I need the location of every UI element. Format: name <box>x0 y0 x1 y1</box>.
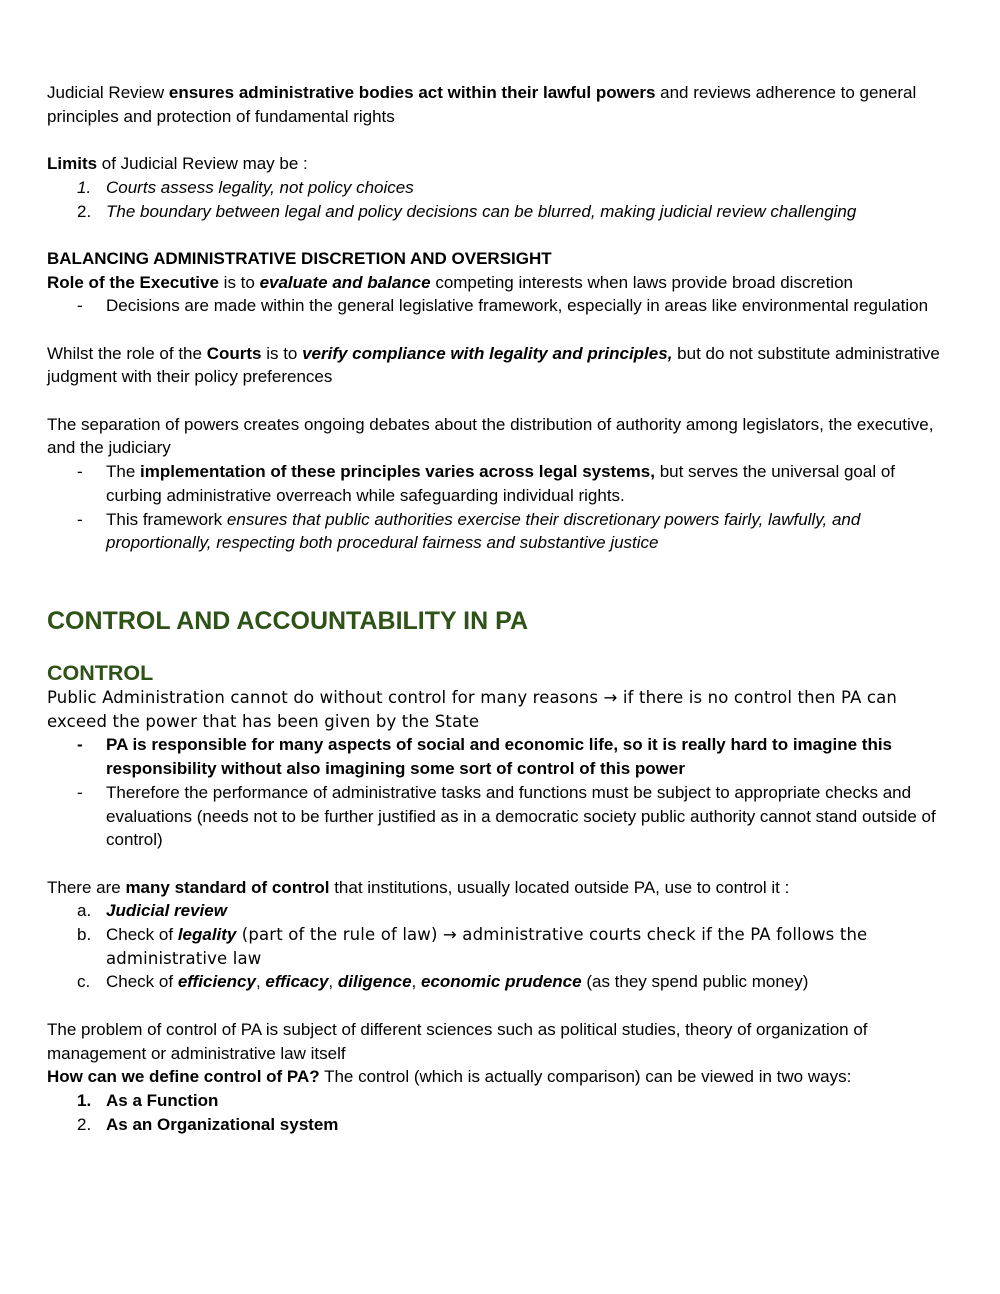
list-marker: b. <box>77 925 92 945</box>
text-run: but do not substitute administrative judgment with their policy preferences <box>47 343 940 387</box>
text-run: that institutions, usually located outside PA, use to control it : <box>329 877 790 897</box>
text-run: , <box>411 972 421 992</box>
list-item-text: As a Function <box>106 1090 219 1110</box>
bold-text: many standard of control <box>125 877 330 897</box>
bold-italic-text: verify compliance with legality and principles, <box>302 343 673 363</box>
list-marker: 1. <box>77 1090 92 1110</box>
list-item-text: Courts assess legality, not policy choices <box>106 177 414 197</box>
text-run: Whilst the role of the <box>47 343 207 363</box>
list-item <box>47 733 947 780</box>
list-marker: - <box>77 782 83 802</box>
bold-text: implementation of these principles varies across legal systems, <box>140 462 655 482</box>
list-item <box>47 508 947 555</box>
text-run: Check of <box>106 925 178 945</box>
list-item <box>47 1089 947 1113</box>
list-marker: 2. <box>77 201 92 221</box>
list-item <box>47 781 947 852</box>
text-run: is to <box>218 272 260 292</box>
text-run: , <box>328 972 338 992</box>
executive-list <box>47 294 947 318</box>
list-item-text: Therefore the performance of administrative tasks and functions must be subject to appropriate checks and evaluations (needs not to be further justified as in a democratic society public authority cannot stand outside of control) <box>106 782 936 850</box>
subsection-heading: CONTROL <box>47 661 154 685</box>
control-reasons-list <box>47 733 947 852</box>
text-run: but serves the universal goal of curbing administrative overreach while safeguarding individual rights. <box>106 462 895 505</box>
bold-italic-text: economic prudence <box>421 972 582 992</box>
define-paragraph <box>47 1065 947 1089</box>
text-run: and reviews adherence to general principles and protection of fundamental rights <box>47 83 917 126</box>
list-marker: c. <box>77 972 91 992</box>
text-run: (as they spend public money) <box>581 972 809 992</box>
text-run: (part of the rule of law) → administrative courts check if the PA follows the administrative law <box>106 925 868 968</box>
list-item <box>47 1113 947 1137</box>
list-marker: 2. <box>77 1114 92 1134</box>
standards-paragraph <box>47 876 947 900</box>
control-intro-paragraph: Public Administration cannot do without control for many reasons → if there is no control then PA can exceed the power that has been given by the State <box>47 688 898 731</box>
text-run: competing interests when laws provide broad discretion <box>430 272 853 292</box>
text-run: There are <box>47 877 126 897</box>
list-marker: - <box>77 735 83 755</box>
text-run: , <box>255 972 266 992</box>
bold-italic-text: efficiency <box>177 972 256 992</box>
section-heading: CONTROL AND ACCOUNTABILITY IN PA <box>47 607 529 635</box>
standards-list <box>47 899 947 994</box>
list-item <box>47 970 947 994</box>
bold-text: Role of the Executive <box>47 272 219 292</box>
judicial-review-paragraph <box>47 81 947 128</box>
list-item-text: As an Organizational system <box>106 1114 339 1134</box>
bold-italic-text: evaluate and balance <box>259 272 431 292</box>
limits-list <box>47 176 947 223</box>
text-run: The <box>106 462 141 482</box>
document-page <box>47 81 947 1136</box>
text-run: This framework <box>106 509 227 529</box>
list-item <box>47 200 947 224</box>
list-item <box>47 176 947 200</box>
list-marker: - <box>77 462 83 482</box>
list-marker: - <box>77 296 83 316</box>
list-marker: a. <box>77 901 92 921</box>
list-item <box>47 294 947 318</box>
list-item-text: Decisions are made within the general legislative framework, especially in areas like environmental regulation <box>106 296 929 316</box>
text-run: Check of <box>106 972 178 992</box>
executive-paragraph <box>47 271 947 295</box>
bold-text: ensures administrative bodies act within their lawful powers <box>168 83 656 102</box>
limits-paragraph <box>47 152 947 176</box>
list-item-text: Judicial review <box>106 901 227 921</box>
bold-italic-text: diligence <box>337 972 412 992</box>
bold-text: How can we define control of PA? <box>47 1067 320 1087</box>
problem-paragraph: The problem of control of PA is subject of different sciences such as political studies, theory of organization of management or administrative law itself <box>47 1019 868 1063</box>
bold-text: Limits <box>47 154 98 174</box>
ways-list <box>47 1089 947 1136</box>
list-marker: 1. <box>77 177 92 197</box>
list-marker: - <box>77 509 83 529</box>
text-run: The control (which is actually comparison) can be viewed in two ways: <box>319 1067 852 1087</box>
bold-italic-text: legality <box>177 925 237 945</box>
text-run: of Judicial Review may be : <box>97 154 308 174</box>
list-item <box>47 460 947 507</box>
separation-list <box>47 460 947 555</box>
list-item-text: PA is responsible for many aspects of social and economic life, so it is really hard to imagine this responsibility without also imagining some sort of control of this power <box>106 735 893 779</box>
list-item <box>47 923 947 970</box>
balancing-heading: BALANCING ADMINISTRATIVE DISCRETION AND OVERSIGHT <box>47 248 552 268</box>
list-item-text: The boundary between legal and policy decisions can be blurred, making judicial review challenging <box>106 201 857 221</box>
text-run: is to <box>261 343 303 363</box>
italic-text: ensures that public authorities exercise their discretionary powers fairly, lawfully, and proportionally, respecting both procedural fairness and substantive justice <box>106 509 861 553</box>
text-run: Judicial Review <box>47 83 169 102</box>
list-item <box>47 899 947 923</box>
separation-paragraph: The separation of powers creates ongoing debates about the distribution of authority among legislators, the executive, and the judiciary <box>47 414 934 458</box>
courts-paragraph <box>47 342 947 389</box>
bold-text: Courts <box>206 343 262 363</box>
bold-italic-text: efficacy <box>265 972 329 992</box>
